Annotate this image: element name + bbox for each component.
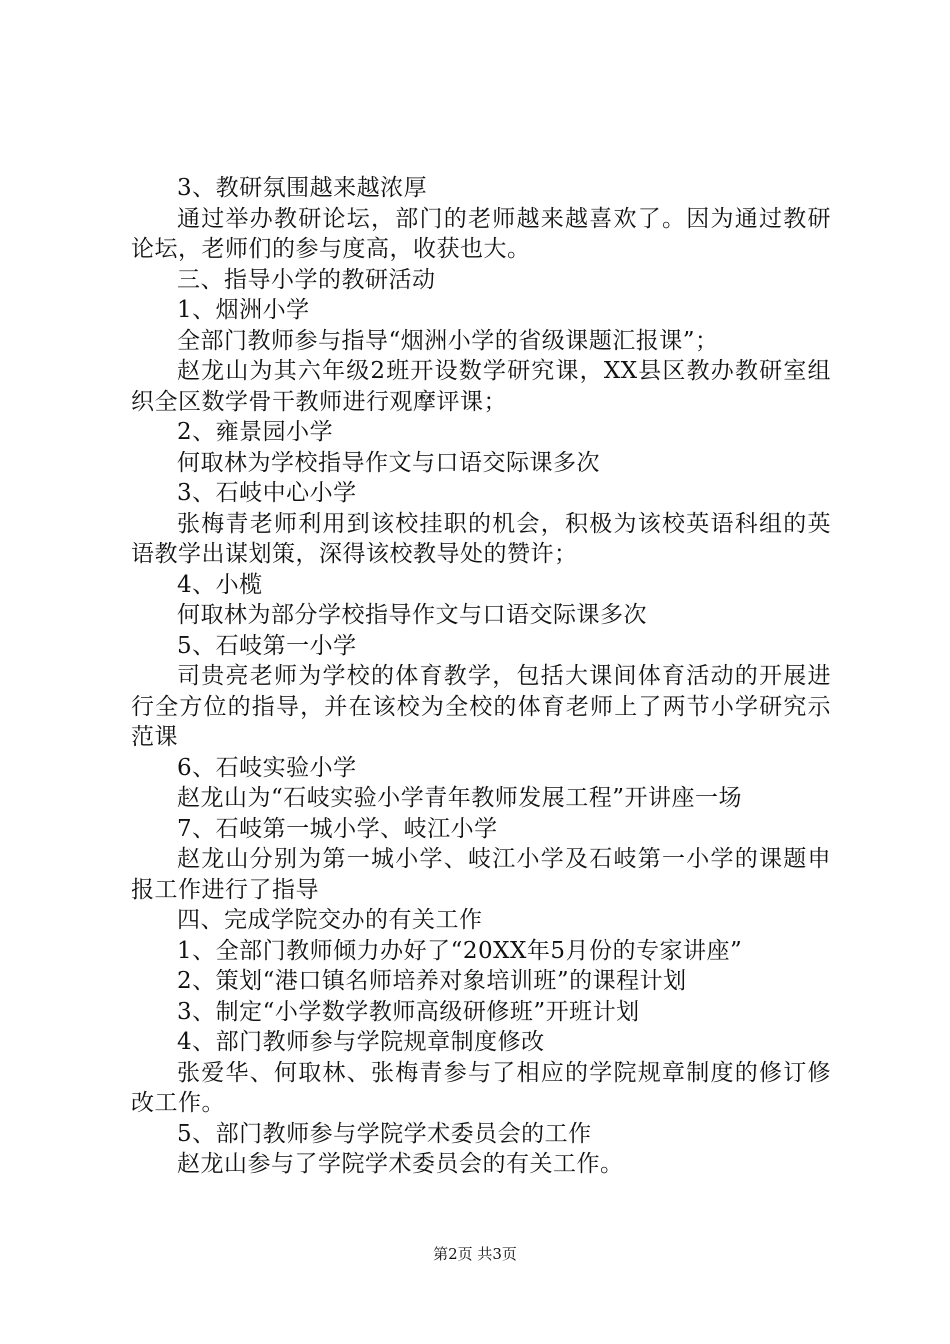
document-body (131, 173, 831, 1180)
paragraph: 通过举办教研论坛，部门的老师越来越喜欢了。因为通过教研论坛，老师们的参与度高，收获也大。 (131, 205, 831, 262)
list-item: 1、全部门教师倾力办好了“20XX年5月份的专家讲座” (177, 937, 743, 964)
paragraph: 全部门教师参与指导“烟洲小学的省级课题汇报课”； (177, 327, 719, 354)
page-number-footer: 第2页 共3页 (433, 1245, 517, 1263)
section-heading: 4、小榄 (177, 571, 263, 598)
paragraph: 张梅青老师利用到该校挂职的机会，积极为该校英语科组的英语教学出谋划策，深得该校教导处的赞许； (131, 510, 831, 567)
list-item: 4、部门教师参与学院规章制度修改 (177, 1029, 545, 1055)
paragraph: 赵龙山分别为第一城小学、岐江小学及石岐第一小学的课题申报工作进行了指导 (131, 846, 831, 903)
paragraph: 赵龙山为“石岐实验小学青年教师发展工程”开讲座一场 (177, 785, 743, 811)
paragraph: 张爱华、何取林、张梅青参与了相应的学院规章制度的修订修改工作。 (131, 1059, 831, 1116)
section-heading: 3、石岐中心小学 (177, 480, 357, 506)
list-item: 3、制定“小学数学教师高级研修班”开班计划 (177, 998, 640, 1025)
paragraph: 司贵亮老师为学校的体育教学，包括大课间体育活动的开展进行全方位的指导，并在该校为全校的体育老师上了两节小学研究示范课 (131, 663, 831, 750)
paragraph: 何取林为部分学校指导作文与口语交际课多次 (177, 602, 647, 628)
section-heading: 5、石岐第一小学 (177, 632, 357, 659)
list-item: 2、策划“港口镇名师培养对象培训班”的课程计划 (177, 968, 687, 994)
section-heading: 7、石岐第一城小学、岐江小学 (177, 815, 498, 842)
section-heading: 2、雍景园小学 (177, 419, 334, 445)
paragraph: 何取林为学校指导作文与口语交际课多次 (177, 449, 600, 476)
section-heading: 3、教研氛围越来越浓厚 (177, 175, 428, 201)
section-heading: 三、指导小学的教研活动 (177, 266, 436, 293)
section-heading: 6、石岐实验小学 (177, 754, 357, 781)
paragraph: 赵龙山为其六年级2班开设数学研究课，XX县区教办教研室组织全区数学骨干教师进行观摩评课； (131, 358, 831, 415)
section-heading: 1、烟洲小学 (177, 297, 310, 323)
paragraph: 赵龙山参与了学院学术委员会的有关工作。 (177, 1151, 624, 1177)
section-heading: 四、完成学院交办的有关工作 (177, 907, 483, 933)
list-item: 5、部门教师参与学院学术委员会的工作 (177, 1120, 592, 1147)
